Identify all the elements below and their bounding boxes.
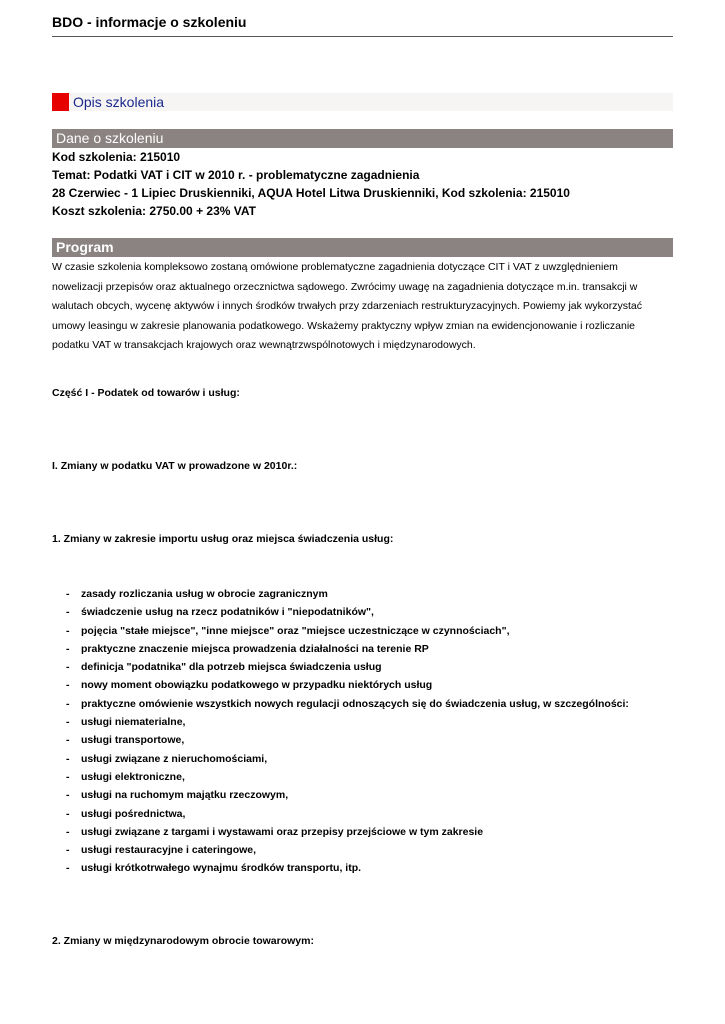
dash-bullet: -	[66, 642, 70, 655]
list-item: - pojęcia "stałe miejsce", "inne miejsce" oraz "miejsce uczestniczące w czynnościach",	[66, 622, 629, 640]
dash-bullet: -	[66, 661, 70, 674]
dash-bullet: -	[66, 770, 70, 783]
list-item: - praktyczne omówienie wszystkich nowych regulacji odnoszących się do świadczenia usług, w szczególności:	[66, 695, 629, 713]
program-section-bar	[52, 238, 673, 257]
dash-bullet: -	[66, 679, 70, 692]
program-line: umowy leasingu w zakresie planowania podatkowego. Wskażemy praktyczny wpływ zmian na ewidencjonowanie i rozliczanie	[52, 319, 636, 332]
course-date-location: 28 Czerwiec - 1 Lipiec Druskienniki, AQUA Hotel Litwa Druskienniki, Kod szkolenia: 215010	[52, 186, 570, 200]
list-item: - usługi pośrednictwa,	[66, 805, 629, 823]
dash-bullet: -	[66, 807, 70, 820]
section-2-heading: 2. Zmiany w międzynarodowym obrocie towarowym:	[52, 935, 314, 947]
opis-title: Opis szkolenia	[73, 94, 165, 110]
section-1-heading: 1. Zmiany w zakresie importu usług oraz miejsca świadczenia usług:	[52, 533, 394, 545]
dash-bullet: -	[66, 862, 70, 875]
dash-bullet: -	[66, 752, 70, 765]
topics-list	[66, 585, 629, 878]
dash-bullet: -	[66, 789, 70, 802]
list-item: - definicja "podatnika" dla potrzeb miejsca świadczenia usług	[66, 658, 629, 676]
dash-bullet: -	[66, 606, 70, 619]
course-cost: Koszt szkolenia: 2750.00 + 23% VAT	[52, 204, 256, 218]
program-line: W czasie szkolenia kompleksowo zostaną omówione problematyczne zagadnienia dotyczące CIT i VAT z uwzględnieniem	[52, 261, 618, 273]
course-topic: Temat: Podatki VAT i CIT w 2010 r. - problematyczne zagadnienia	[52, 168, 420, 182]
course-code: Kod szkolenia: 215010	[52, 150, 181, 164]
list-item: - usługi krótkotrwałego wynajmu środków transportu, itp.	[66, 859, 629, 877]
red-square-icon	[52, 93, 69, 111]
dash-bullet: -	[66, 624, 70, 637]
list-item: - świadczenie usług na rzecz podatników i "niepodatników",	[66, 603, 629, 621]
list-item: - usługi związane z targami i wystawami oraz przepisy przejściowe w tym zakresie	[66, 823, 629, 841]
list-item: - usługi elektroniczne,	[66, 768, 629, 786]
dane-section-bar	[52, 129, 673, 148]
list-item: - nowy moment obowiązku podatkowego w przypadku niektórych usług	[66, 676, 629, 694]
program-line: nowelizacji przepisów oraz aktualnego orzecznictwa sądowego. Zwrócimy uwagę na zagadnienia dotyczące m.in. transakcji w	[52, 280, 638, 293]
program-description	[52, 258, 677, 356]
list-item: - zasady rozliczania usług w obrocie zagranicznym	[66, 585, 629, 603]
program-title: Program	[56, 239, 114, 255]
dash-bullet: -	[66, 844, 70, 857]
section-i-heading: I. Zmiany w podatku VAT w prowadzone w 2010r.:	[52, 460, 298, 472]
dash-bullet: -	[66, 697, 70, 710]
dash-bullet: -	[66, 588, 70, 600]
list-item: - usługi niematerialne,	[66, 713, 629, 731]
part-heading: Część I - Podatek od towarów i usług:	[52, 387, 240, 399]
dane-title: Dane o szkoleniu	[56, 130, 164, 146]
dash-bullet: -	[66, 716, 70, 729]
list-item: - usługi transportowe,	[66, 731, 629, 749]
opis-section-header	[52, 93, 673, 111]
list-item: - usługi restauracyjne i cateringowe,	[66, 841, 629, 859]
program-line: podatku VAT w transakcjach krajowych oraz wewnątrzwspólnotowych i międzynarodowych.	[52, 339, 476, 351]
dash-bullet: -	[66, 825, 70, 838]
program-line: walutach obcych, wycenę aktywów i innych środków trwałych przy zdarzeniach restrukturyzacyjnych. Powiemy jak wykorzystać	[52, 300, 642, 312]
list-item: - praktyczne znaczenie miejsca prowadzenia działalności na terenie RP	[66, 640, 629, 658]
list-item: - usługi na ruchomym majątku rzeczowym,	[66, 786, 629, 804]
page-title: BDO - informacje o szkoleniu	[52, 14, 247, 30]
list-item: - usługi związane z nieruchomościami,	[66, 750, 629, 768]
page-header	[52, 14, 673, 37]
dash-bullet: -	[66, 734, 70, 747]
